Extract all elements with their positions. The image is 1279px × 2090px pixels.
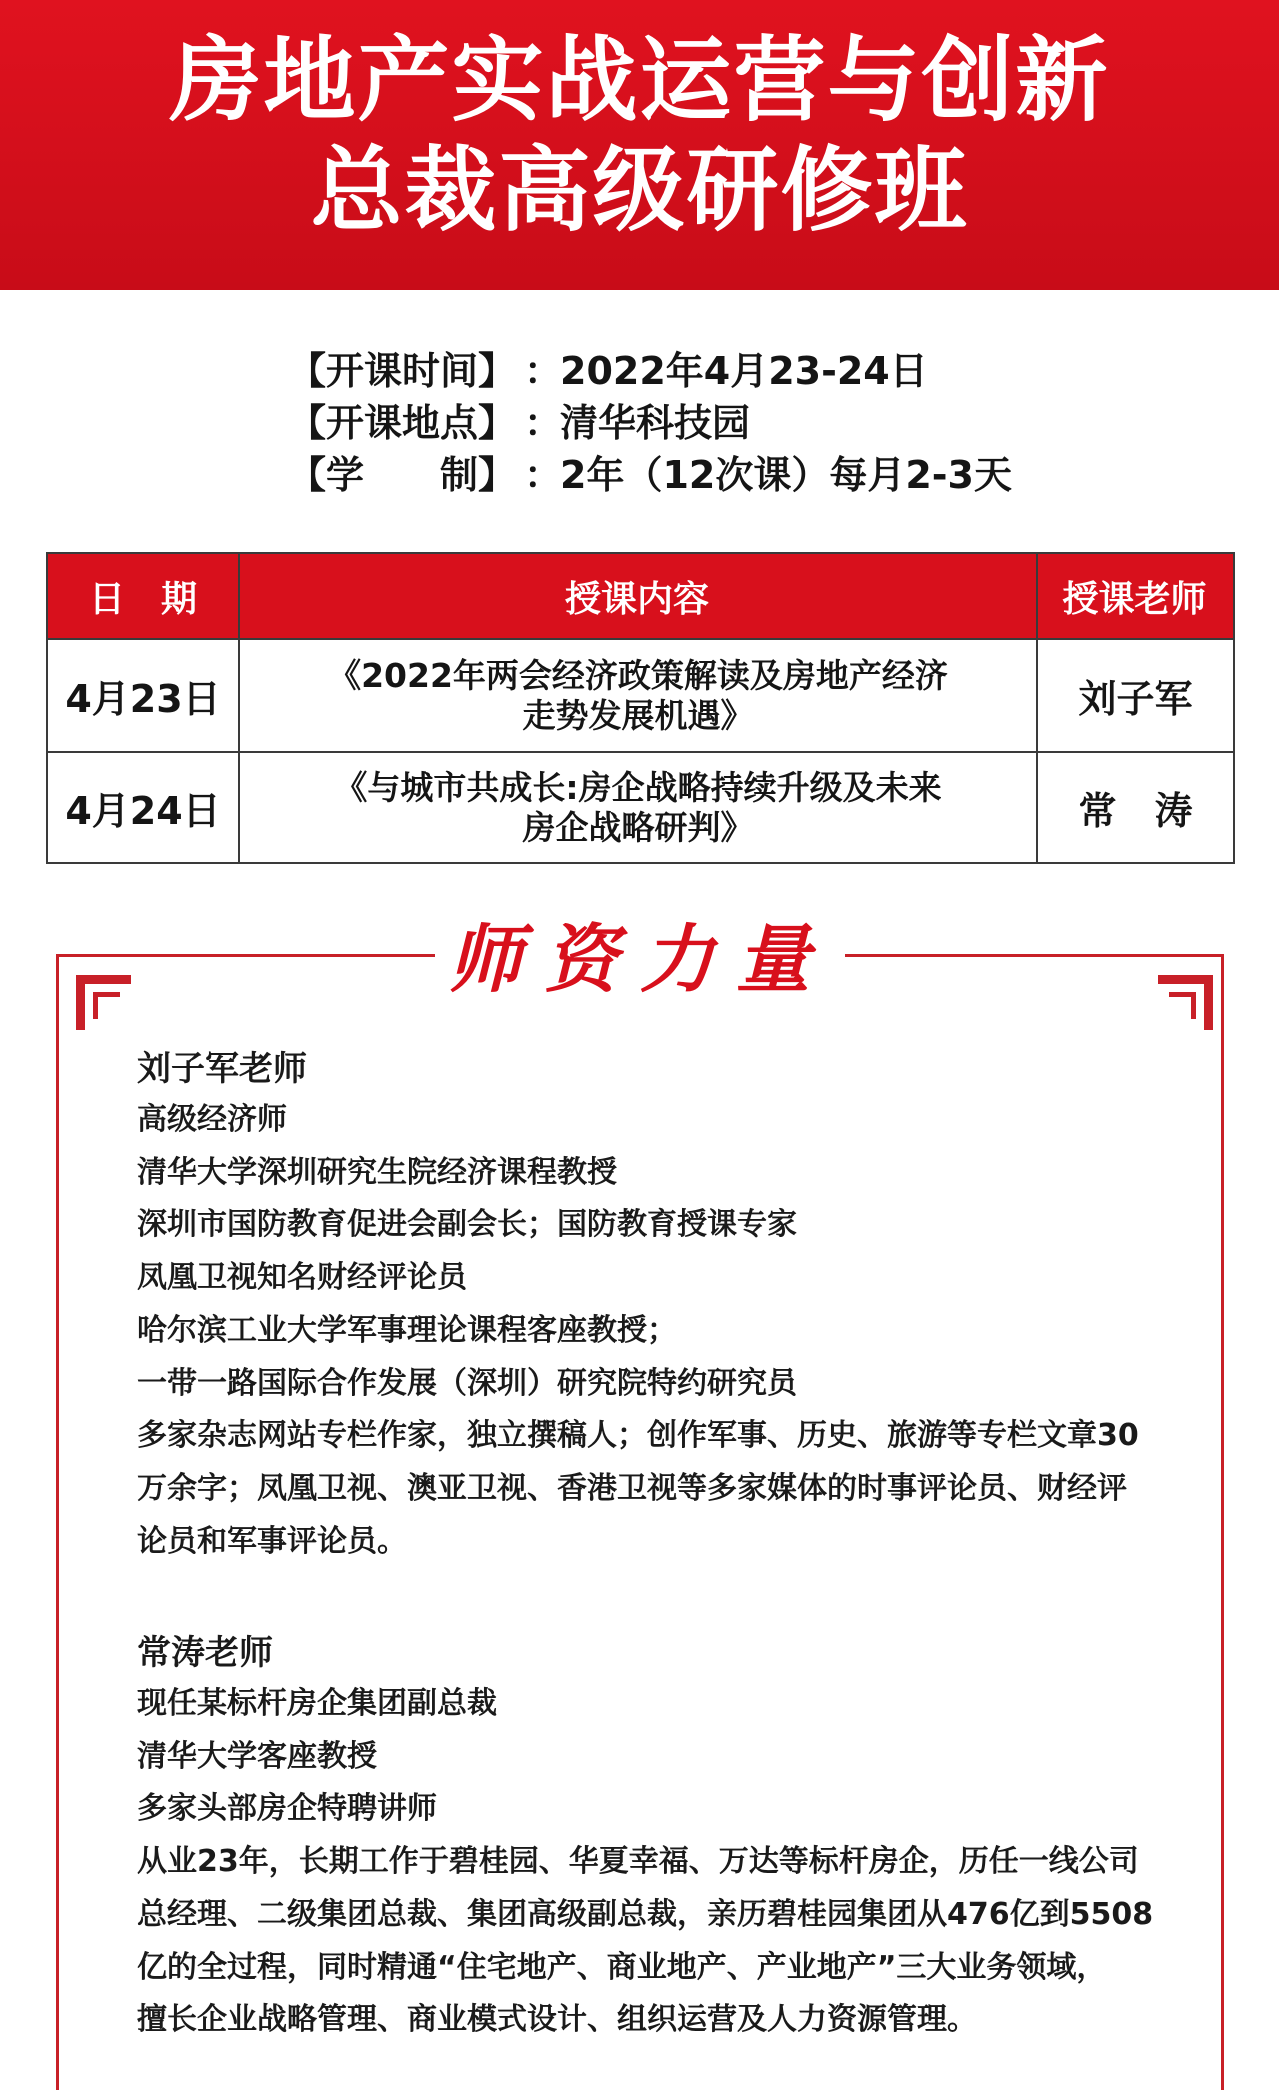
corner-inner: [93, 992, 120, 1019]
row1-content-line2: 走势发展机遇》: [522, 695, 754, 735]
teacher-name: 常涛老师: [137, 1633, 273, 1673]
info-row-duration: [288, 449, 1012, 501]
info-sep: ：: [524, 401, 563, 445]
row1-content: [240, 640, 1036, 751]
row2-teacher: 常 涛: [1078, 789, 1193, 833]
bio-line: 总经理、二级集团总裁、集团高级副总裁，亲历碧桂园集团从476亿到5508: [137, 1896, 1154, 1932]
row2-content-line1: 《与城市共成长:房企战略持续升级及未来: [334, 767, 942, 807]
corner-inner: [1169, 992, 1196, 1019]
bio-line: 多家头部房企特聘讲师: [137, 1791, 437, 1827]
header-content: 授课内容: [564, 578, 709, 620]
info-label: 【学 制】: [288, 453, 517, 497]
header-teacher: 授课老师: [1062, 578, 1207, 620]
bio-line: 从业23年，长期工作于碧桂园、华夏幸福、万达等标杆房企，历任一线公司: [137, 1844, 1139, 1880]
info-sep: ：: [524, 453, 563, 497]
course-title-line2: 总裁高级研修班: [310, 137, 969, 244]
row2-content: [240, 753, 1036, 862]
info-value: 清华科技园: [560, 401, 751, 445]
info-value: 2年（12次课）每月2-3天: [560, 453, 1012, 497]
teacher-bio-liu: [137, 1044, 1157, 1568]
header-banner: [0, 0, 1279, 290]
bio-line: 高级经济师: [137, 1102, 287, 1137]
bio-line: 亿的全过程，同时精通“住宅地产、商业地产、产业地产”三大业务领域，: [137, 1949, 1107, 1985]
faculty-title: 师资力量: [448, 917, 832, 1003]
frame-corner-top-right: [1158, 975, 1213, 1030]
frame-corner-top-left: [76, 975, 131, 1030]
course-title-line1: 房地产实战运营与创新: [169, 27, 1110, 134]
info-value: 2022年4月23-24日: [560, 349, 928, 393]
header-date: 日 期: [88, 578, 197, 620]
row1-teacher: 刘子军: [1078, 677, 1193, 721]
info-row-time: [288, 345, 1012, 397]
row2-content-line2: 房企战略研判》: [522, 807, 754, 847]
schedule-table: [46, 552, 1235, 864]
bio-line: 多家杂志网站专栏作家，独立撰稿人；创作军事、历史、旅游等专栏文章30: [137, 1418, 1139, 1454]
teacher-name: 刘子军老师: [137, 1049, 307, 1089]
bio-line: 擅长企业战略管理、商业模式设计、组织运营及人力资源管理。: [137, 2002, 977, 2038]
bio-line: 论员和军事评论员。: [137, 1523, 407, 1559]
bio-line: 万余字；凤凰卫视、澳亚卫视、香港卫视等多家媒体的时事评论员、财经评: [137, 1470, 1127, 1506]
bio-line: 一带一路国际合作发展（深圳）研究院特约研究员: [137, 1365, 797, 1401]
bio-line: 清华大学客座教授: [137, 1738, 377, 1774]
teacher-bio-chang: [137, 1628, 1157, 2047]
bio-line: 现任某标杆房企集团副总裁: [137, 1686, 497, 1721]
info-row-location: [288, 397, 1012, 449]
row2-date: 4月24日: [65, 789, 221, 833]
course-info: [288, 345, 1012, 501]
info-label: 【开课时间】: [288, 349, 517, 393]
info-sep: ：: [524, 349, 563, 393]
row1-date: 4月23日: [65, 677, 221, 721]
bio-line: 凤凰卫视知名财经评论员: [137, 1260, 467, 1296]
info-label: 【开课地点】: [288, 401, 517, 445]
bio-line: 哈尔滨工业大学军事理论课程客座教授；: [137, 1312, 677, 1348]
row1-content-line1: 《2022年两会经济政策解读及房地产经济: [328, 655, 948, 695]
bio-line: 深圳市国防教育促进会副会长；国防教育授课专家: [137, 1207, 797, 1243]
bio-line: 清华大学深圳研究生院经济课程教授: [137, 1154, 617, 1190]
